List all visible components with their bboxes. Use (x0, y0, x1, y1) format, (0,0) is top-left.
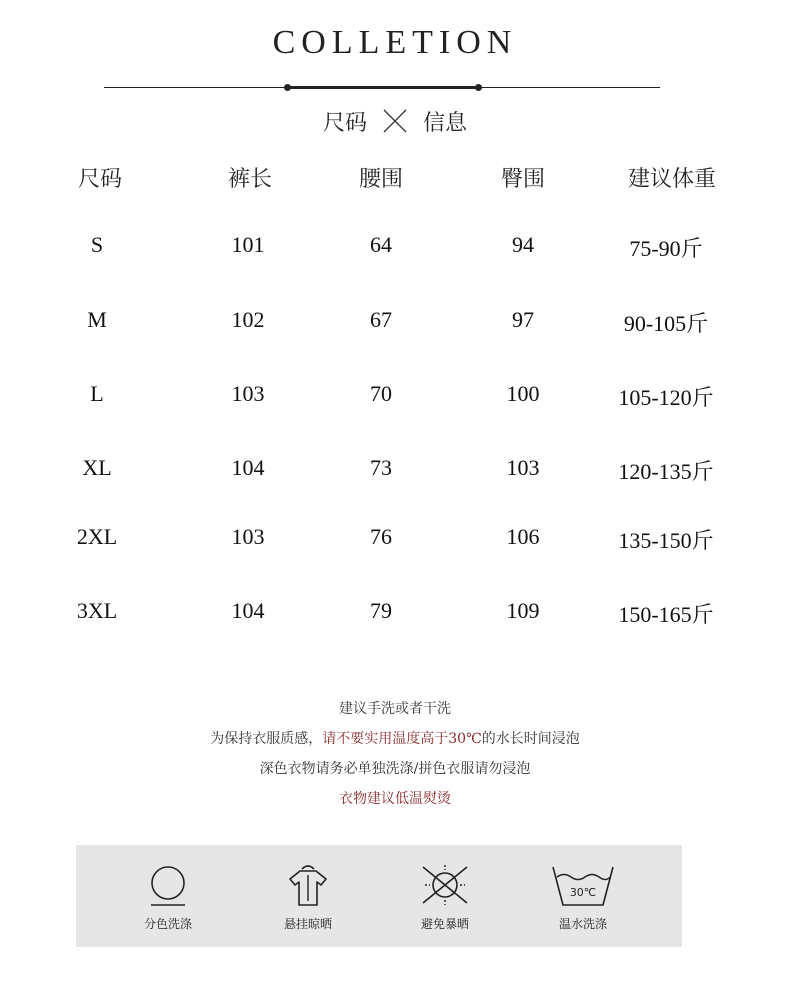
cell-waist: 73 (370, 455, 392, 480)
cross-icon (382, 108, 408, 140)
care-item (258, 863, 358, 932)
care-item (533, 863, 633, 932)
divider-dot-left (284, 84, 291, 91)
cell-length: 101 (231, 232, 265, 257)
cell-waist: 67 (370, 307, 392, 332)
wash-temp: 30℃ (569, 886, 597, 899)
cell-weight: 75-90斤 (629, 236, 703, 261)
header-weight: 建议体重 (627, 167, 717, 192)
care-label: 避免暴晒 (420, 917, 469, 931)
cell-waist: 76 (370, 524, 392, 549)
page-title: COLLETION (272, 24, 518, 61)
note-text: 的水长时间浸泡 (481, 731, 580, 747)
circle-icon (145, 863, 191, 909)
cell-hip: 106 (506, 524, 540, 549)
cell-size: L (90, 381, 104, 406)
care-notes (0, 697, 790, 817)
care-item (118, 863, 218, 932)
cell-waist: 70 (370, 381, 392, 406)
cell-length: 104 (231, 598, 265, 623)
hanging-shirt-icon (285, 863, 331, 909)
note-line: 衣物建议低温熨烫 (339, 791, 451, 807)
care-label: 分色洗涤 (143, 917, 192, 931)
cell-hip: 94 (512, 232, 534, 257)
note-text: 为保持衣服质感， (210, 731, 323, 747)
cell-waist: 64 (370, 232, 392, 257)
note-warning: 请不要实用温度高于30℃ (322, 731, 482, 747)
cell-length: 103 (231, 524, 265, 549)
cell-hip: 97 (512, 307, 534, 332)
cell-hip: 100 (506, 381, 540, 406)
cell-length: 103 (231, 381, 265, 406)
cell-length: 104 (231, 455, 265, 480)
note-line (0, 727, 790, 757)
subtitle-info: 信息 (423, 111, 468, 136)
header-waist: 腰围 (358, 167, 404, 192)
care-label: 悬挂晾晒 (283, 917, 332, 931)
subtitle-size: 尺码 (322, 111, 367, 136)
cell-weight: 135-150斤 (618, 528, 714, 553)
no-sun-icon (419, 863, 471, 909)
cell-size: S (90, 232, 104, 257)
care-item (395, 863, 495, 932)
cell-waist: 79 (370, 598, 392, 623)
header-hip: 臀围 (500, 167, 546, 192)
section-subtitle (0, 106, 790, 140)
header-size: 尺码 (77, 167, 123, 192)
header-length: 裤长 (227, 167, 273, 192)
cell-hip: 109 (506, 598, 540, 623)
note-line: 深色衣物请务必单独洗涤/拼色衣服请勿浸泡 (259, 761, 531, 777)
wash-tub-icon (551, 863, 615, 909)
divider-dot-right (475, 84, 482, 91)
cell-weight: 120-135斤 (618, 459, 714, 484)
cell-size: XL (82, 455, 112, 480)
divider-bold-line (287, 86, 478, 89)
cell-weight: 150-165斤 (618, 602, 714, 627)
note-line: 建议手洗或者干洗 (339, 701, 451, 717)
cell-weight: 90-105斤 (623, 311, 709, 336)
cell-weight: 105-120斤 (618, 385, 714, 410)
cell-size: M (87, 307, 107, 332)
cell-size: 3XL (76, 598, 118, 623)
care-label: 温水洗涤 (558, 917, 607, 931)
cell-size: 2XL (76, 524, 118, 549)
cell-hip: 103 (506, 455, 540, 480)
cell-length: 102 (231, 307, 265, 332)
care-instructions-panel (76, 845, 682, 947)
